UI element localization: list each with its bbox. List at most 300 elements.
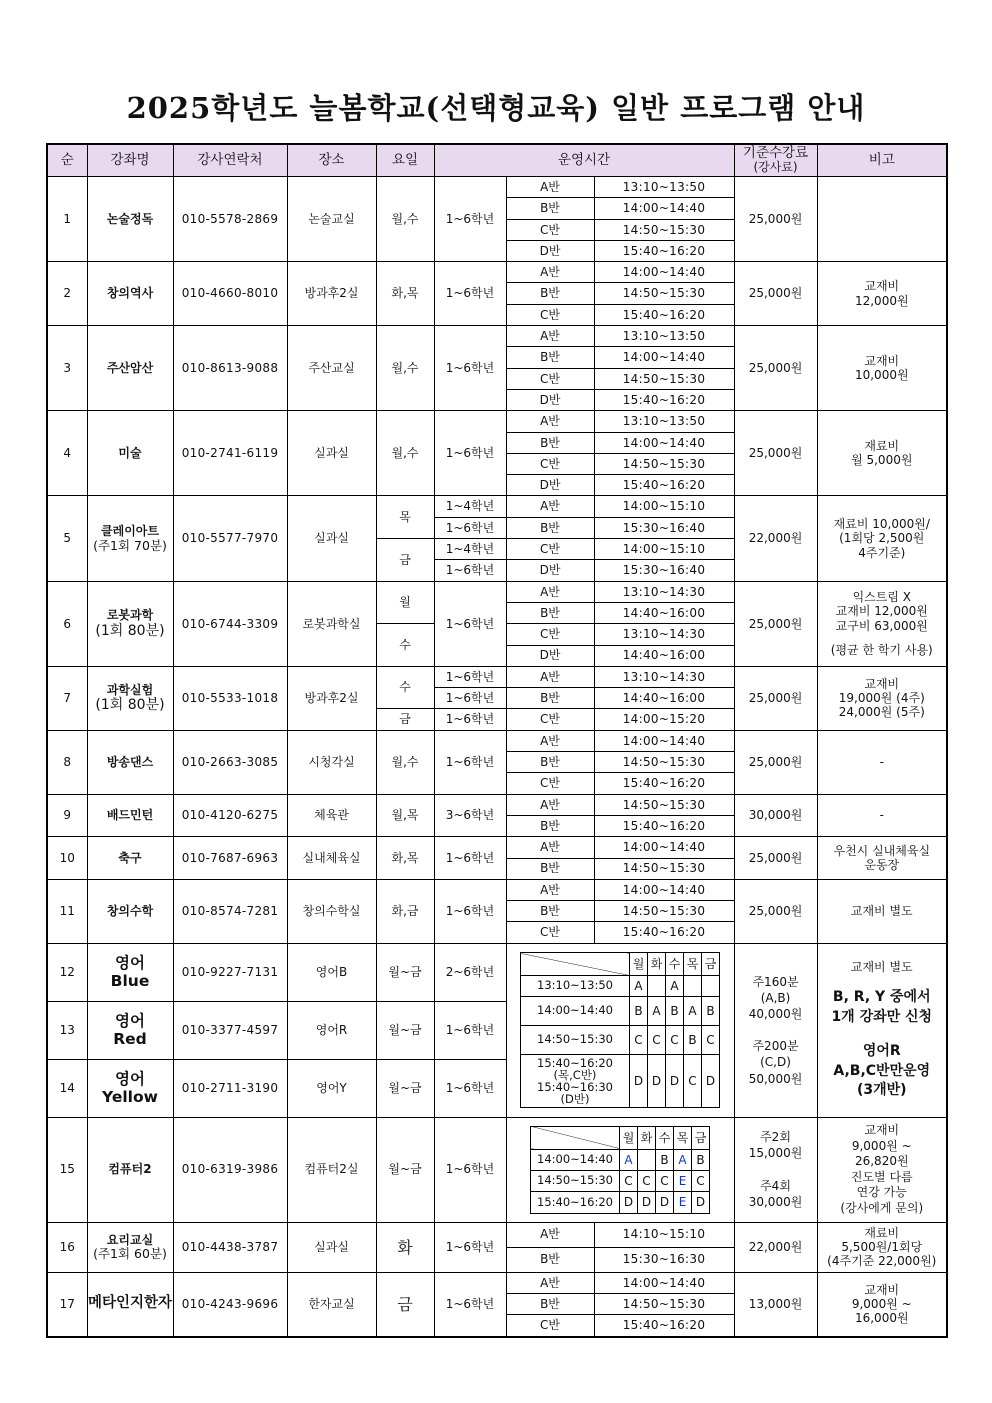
class-label: B반 bbox=[506, 347, 594, 368]
instructor-phone: 010-8613-9088 bbox=[173, 326, 287, 411]
course-note bbox=[817, 1222, 947, 1272]
class-label: A반 bbox=[506, 837, 594, 858]
course-place: 체육관 bbox=[287, 794, 376, 837]
table-row bbox=[47, 581, 947, 602]
course-name: 주산암산 bbox=[87, 326, 173, 411]
header-course: 강좌명 bbox=[87, 144, 173, 177]
header-no: 순 bbox=[47, 144, 87, 177]
course-name-main: 로봇과학 bbox=[106, 608, 154, 623]
course-fee bbox=[734, 943, 817, 1117]
course-day: 화,목 bbox=[376, 262, 434, 326]
class-time: 15:30~16:40 bbox=[594, 517, 734, 538]
class-label: A반 bbox=[506, 666, 594, 687]
course-place: 실내체육실 bbox=[287, 837, 376, 880]
note-line: (4주기준 22,000원) bbox=[827, 1254, 937, 1269]
course-day: 수 bbox=[376, 666, 434, 709]
instructor-phone: 010-2711-3190 bbox=[173, 1059, 287, 1117]
class-time: 15:40~16:20 bbox=[594, 475, 734, 496]
schedule-cell: C bbox=[684, 1055, 702, 1108]
table-row bbox=[47, 1117, 947, 1222]
table-row bbox=[47, 326, 947, 347]
note-line: 10,000원 bbox=[854, 368, 909, 383]
schedule-time: 14:50~15:30 bbox=[531, 1171, 620, 1192]
instructor-phone: 010-8574-7281 bbox=[173, 879, 287, 943]
row-number: 7 bbox=[47, 666, 87, 730]
course-fee: 13,000원 bbox=[734, 1272, 817, 1336]
note-line: 진도별 다름 bbox=[850, 1169, 913, 1184]
schedule-cell: C bbox=[656, 1171, 674, 1192]
class-time: 15:40~16:20 bbox=[594, 389, 734, 410]
note-line: 연강 가능 bbox=[856, 1185, 907, 1200]
course-name-sub: (1회 80분) bbox=[95, 622, 165, 639]
note-line: 교재비 bbox=[864, 1282, 900, 1297]
schedule-cell: C bbox=[620, 1171, 638, 1192]
course-grade: 1~6학년 bbox=[434, 1117, 506, 1222]
class-time: 14:00~14:40 bbox=[594, 879, 734, 900]
course-grade: 1~6학년 bbox=[434, 262, 506, 326]
course-fee bbox=[734, 1117, 817, 1222]
header-note: 비고 bbox=[817, 144, 947, 177]
schedule-time-line: 15:40~16:20 bbox=[537, 1056, 613, 1071]
instructor-phone: 010-3377-4597 bbox=[173, 1001, 287, 1059]
schedule-cell bbox=[684, 976, 702, 997]
note-line: 월 5,000원 bbox=[851, 453, 913, 468]
instructor-phone: 010-2663-3085 bbox=[173, 730, 287, 794]
instructor-phone: 010-6319-3986 bbox=[173, 1117, 287, 1222]
course-day: 금 bbox=[376, 539, 434, 582]
course-place: 실과실 bbox=[287, 411, 376, 496]
fee-line: 주4회 bbox=[760, 1178, 791, 1193]
course-day: 목 bbox=[376, 496, 434, 539]
schedule-corner bbox=[531, 1126, 620, 1149]
course-day: 월~금 bbox=[376, 1117, 434, 1222]
course-note bbox=[817, 581, 947, 666]
row-number: 9 bbox=[47, 794, 87, 837]
table-row bbox=[47, 943, 947, 1001]
schedule-time-line: 15:40~16:30 bbox=[537, 1080, 613, 1095]
note-line: 9,000원 ~ bbox=[851, 1138, 912, 1153]
class-time: 15:40~16:20 bbox=[594, 304, 734, 325]
instructor-phone: 010-4438-3787 bbox=[173, 1222, 287, 1272]
note-line: 교재비 12,000원 bbox=[835, 604, 928, 619]
table-row bbox=[47, 794, 947, 815]
row-number: 12 bbox=[47, 943, 87, 1001]
class-time: 14:50~15:30 bbox=[594, 794, 734, 815]
class-label: B반 bbox=[506, 815, 594, 836]
course-fee: 25,000원 bbox=[734, 837, 817, 880]
class-label: B반 bbox=[506, 283, 594, 304]
course-fee: 30,000원 bbox=[734, 794, 817, 837]
class-time: 14:00~14:40 bbox=[594, 347, 734, 368]
class-label: C반 bbox=[506, 1315, 594, 1337]
computer-schedule-cell bbox=[506, 1117, 734, 1222]
schedule-time: 14:00~14:40 bbox=[531, 1149, 620, 1170]
class-label: C반 bbox=[506, 368, 594, 389]
class-label: B반 bbox=[506, 602, 594, 623]
schedule-cell bbox=[648, 976, 666, 997]
schedule-cell: C bbox=[702, 1026, 720, 1055]
schedule-cell: B bbox=[684, 1026, 702, 1055]
schedule-cell: D bbox=[630, 1055, 648, 1108]
course-name-sub: (주1회 60분) bbox=[93, 1245, 167, 1261]
instructor-phone: 010-4120-6275 bbox=[173, 794, 287, 837]
course-name: 미술 bbox=[87, 411, 173, 496]
class-label: C반 bbox=[506, 922, 594, 943]
schedule-cell: B bbox=[656, 1149, 674, 1170]
class-time: 13:10~13:50 bbox=[594, 411, 734, 432]
table-row bbox=[47, 411, 947, 432]
class-time: 14:00~14:40 bbox=[594, 837, 734, 858]
computer-schedule bbox=[530, 1126, 710, 1214]
class-label: C반 bbox=[506, 453, 594, 474]
course-place: 논술교실 bbox=[287, 177, 376, 262]
schedule-cell: A bbox=[674, 1149, 692, 1170]
schedule-cell: A bbox=[684, 997, 702, 1026]
header-fee bbox=[734, 144, 817, 177]
schedule-day: 수 bbox=[666, 953, 684, 976]
header-row bbox=[47, 144, 947, 177]
class-label: A반 bbox=[506, 879, 594, 900]
course-day: 금 bbox=[376, 709, 434, 730]
instructor-phone: 010-9227-7131 bbox=[173, 943, 287, 1001]
course-name-sub: (1회 80분) bbox=[95, 697, 165, 714]
course-day: 화,목 bbox=[376, 837, 434, 880]
class-label: A반 bbox=[506, 794, 594, 815]
course-grade: 1~6학년 bbox=[434, 879, 506, 943]
course-name-main: 영어 bbox=[115, 953, 145, 972]
schedule-cell: E bbox=[674, 1171, 692, 1192]
course-name-main: 영어 bbox=[115, 1069, 145, 1088]
course-grade: 1~6학년 bbox=[434, 326, 506, 411]
schedule-cell: C bbox=[666, 1026, 684, 1055]
schedule-cell: D bbox=[656, 1192, 674, 1213]
course-day: 월,목 bbox=[376, 794, 434, 837]
schedule-time: 13:10~13:50 bbox=[521, 976, 630, 997]
fee-line: (C,D) bbox=[760, 1055, 791, 1070]
fee-line: 주2회 bbox=[760, 1130, 791, 1145]
course-fee: 25,000원 bbox=[734, 666, 817, 730]
table-row bbox=[47, 262, 947, 283]
course-name-sub: Red bbox=[113, 1030, 147, 1049]
course-day: 월~금 bbox=[376, 1001, 434, 1059]
table-row bbox=[47, 496, 947, 517]
class-time: 13:10~14:30 bbox=[594, 624, 734, 645]
course-grade: 1~4학년 bbox=[434, 539, 506, 560]
schedule-cell: B bbox=[692, 1149, 710, 1170]
schedule-day: 화 bbox=[638, 1126, 656, 1149]
course-name-sub: (주1회 70분) bbox=[93, 538, 167, 554]
schedule-cell: C bbox=[648, 1026, 666, 1055]
class-label: D반 bbox=[506, 475, 594, 496]
table-row bbox=[47, 177, 947, 198]
course-place: 방과후2실 bbox=[287, 262, 376, 326]
course-place: 방과후2실 bbox=[287, 666, 376, 730]
course-place: 주산교실 bbox=[287, 326, 376, 411]
header-fee-line2: (강사료) bbox=[753, 159, 798, 174]
course-name: 창의수학 bbox=[87, 879, 173, 943]
class-time: 14:00~15:10 bbox=[594, 539, 734, 560]
row-number: 17 bbox=[47, 1272, 87, 1336]
note-line: (1회당 2,500원 bbox=[839, 531, 925, 546]
note-line: 교재비 bbox=[864, 279, 900, 294]
row-number: 8 bbox=[47, 730, 87, 794]
course-fee: 25,000원 bbox=[734, 411, 817, 496]
course-place: 실과실 bbox=[287, 496, 376, 581]
course-name: 방송댄스 bbox=[87, 730, 173, 794]
schedule-cell: D bbox=[666, 1055, 684, 1108]
class-label: C반 bbox=[506, 304, 594, 325]
class-time: 14:00~14:40 bbox=[594, 730, 734, 751]
page-title: 2025학년도 늘봄학교(선택형교육) 일반 프로그램 안내 bbox=[126, 91, 866, 125]
class-time: 14:50~15:30 bbox=[594, 858, 734, 879]
course-grade: 1~6학년 bbox=[434, 581, 506, 666]
course-grade: 1~6학년 bbox=[434, 1001, 506, 1059]
class-time: 15:40~16:20 bbox=[594, 922, 734, 943]
note-line: 교재비 bbox=[864, 353, 900, 368]
course-fee: 25,000원 bbox=[734, 879, 817, 943]
course-grade: 1~6학년 bbox=[434, 560, 506, 581]
class-time: 14:00~14:40 bbox=[594, 432, 734, 453]
table-row bbox=[47, 730, 947, 751]
course-name bbox=[87, 666, 173, 730]
note-line: 교재비 bbox=[864, 1122, 900, 1137]
course-name: 메타인지한자 bbox=[87, 1272, 173, 1336]
class-time: 15:40~16:20 bbox=[594, 773, 734, 794]
course-note bbox=[817, 1117, 947, 1222]
class-label: C반 bbox=[506, 539, 594, 560]
row-number: 4 bbox=[47, 411, 87, 496]
instructor-phone: 010-7687-6963 bbox=[173, 837, 287, 880]
schedule-cell: D bbox=[638, 1192, 656, 1213]
note-line: (평균 한 학기 사용) bbox=[830, 643, 933, 658]
header-time: 운영시간 bbox=[434, 144, 734, 177]
header-day: 요일 bbox=[376, 144, 434, 177]
class-label: C반 bbox=[506, 219, 594, 240]
course-day: 월,수 bbox=[376, 411, 434, 496]
instructor-phone: 010-5577-7970 bbox=[173, 496, 287, 581]
table-row bbox=[47, 1222, 947, 1247]
row-number: 6 bbox=[47, 581, 87, 666]
class-label: A반 bbox=[506, 177, 594, 198]
course-note: - bbox=[817, 730, 947, 794]
fee-line: 30,000원 bbox=[748, 1194, 803, 1209]
schedule-cell: A bbox=[648, 997, 666, 1026]
class-time: 14:50~15:30 bbox=[594, 219, 734, 240]
class-label: B반 bbox=[506, 432, 594, 453]
row-number: 5 bbox=[47, 496, 87, 581]
program-table bbox=[46, 143, 948, 1338]
schedule-cell: B bbox=[630, 997, 648, 1026]
course-day: 월~금 bbox=[376, 943, 434, 1001]
course-place: 컴퓨터2실 bbox=[287, 1117, 376, 1222]
course-day: 월,수 bbox=[376, 326, 434, 411]
course-note bbox=[817, 837, 947, 880]
course-fee: 25,000원 bbox=[734, 730, 817, 794]
schedule-day: 목 bbox=[684, 953, 702, 976]
class-label: B반 bbox=[506, 1247, 594, 1272]
class-label: B반 bbox=[506, 198, 594, 219]
class-time: 14:00~15:20 bbox=[594, 709, 734, 730]
schedule-cell: D bbox=[692, 1192, 710, 1213]
course-grade: 1~6학년 bbox=[434, 1222, 506, 1272]
class-label: A반 bbox=[506, 326, 594, 347]
course-grade: 1~6학년 bbox=[434, 709, 506, 730]
note-line: 4주기준) bbox=[858, 545, 906, 560]
note-line: 재료비 bbox=[864, 438, 900, 453]
class-label: A반 bbox=[506, 411, 594, 432]
class-label: A반 bbox=[506, 1222, 594, 1247]
class-time: 13:10~13:50 bbox=[594, 326, 734, 347]
note-line: 우천시 실내체육실 bbox=[833, 843, 931, 858]
note-line: (강사에게 문의) bbox=[840, 1200, 924, 1215]
note-line: A,B,C반만운영 bbox=[833, 1062, 931, 1079]
class-time: 13:10~14:30 bbox=[594, 581, 734, 602]
class-label: B반 bbox=[506, 858, 594, 879]
note-line: 26,820원 bbox=[854, 1154, 909, 1169]
class-time: 14:40~16:00 bbox=[594, 645, 734, 666]
class-time: 14:00~14:40 bbox=[594, 198, 734, 219]
course-name-sub: Blue bbox=[110, 972, 150, 991]
course-grade: 1~6학년 bbox=[434, 517, 506, 538]
course-name bbox=[87, 496, 173, 581]
fee-line: 주200분 bbox=[752, 1039, 799, 1054]
class-time: 14:00~14:40 bbox=[594, 1272, 734, 1293]
note-line: 교재비 bbox=[864, 676, 900, 691]
fee-line: (A,B) bbox=[760, 990, 791, 1005]
note-line: 교재비 별도 bbox=[850, 959, 913, 974]
header-phone: 강사연락처 bbox=[173, 144, 287, 177]
fee-line: 40,000원 bbox=[748, 1006, 803, 1021]
course-note bbox=[817, 411, 947, 496]
course-place: 영어B bbox=[287, 943, 376, 1001]
class-time: 14:50~15:30 bbox=[594, 283, 734, 304]
note-line: 19,000원 (4주) bbox=[838, 691, 925, 706]
course-grade: 1~6학년 bbox=[434, 837, 506, 880]
course-grade: 1~6학년 bbox=[434, 730, 506, 794]
schedule-time: 14:50~15:30 bbox=[521, 1026, 630, 1055]
course-note bbox=[817, 326, 947, 411]
note-line: 1개 강좌만 신청 bbox=[831, 1008, 933, 1025]
course-note bbox=[817, 1272, 947, 1336]
class-label: B반 bbox=[506, 1293, 594, 1314]
course-fee: 22,000원 bbox=[734, 496, 817, 581]
course-day: 금 bbox=[376, 1272, 434, 1336]
schedule-day: 월 bbox=[620, 1126, 638, 1149]
course-day: 월,수 bbox=[376, 730, 434, 794]
course-grade: 2~6학년 bbox=[434, 943, 506, 1001]
schedule-time bbox=[521, 1055, 630, 1108]
class-time: 14:50~15:30 bbox=[594, 453, 734, 474]
class-label: D반 bbox=[506, 240, 594, 261]
class-time: 14:00~14:40 bbox=[594, 262, 734, 283]
course-note bbox=[817, 262, 947, 326]
class-label: B반 bbox=[506, 752, 594, 773]
note-line: 5,500원/1회당 bbox=[841, 1239, 923, 1254]
schedule-cell: B bbox=[666, 997, 684, 1026]
instructor-phone: 010-5578-2869 bbox=[173, 177, 287, 262]
class-label: A반 bbox=[506, 581, 594, 602]
class-label: A반 bbox=[506, 1272, 594, 1293]
class-label: A반 bbox=[506, 496, 594, 517]
course-name-main: 클레이아트 bbox=[101, 523, 159, 538]
class-time: 14:10~15:10 bbox=[594, 1222, 734, 1247]
course-note bbox=[817, 177, 947, 262]
course-day: 수 bbox=[376, 624, 434, 667]
row-number: 2 bbox=[47, 262, 87, 326]
class-time: 14:50~15:30 bbox=[594, 901, 734, 922]
note-line: 익스트림 X bbox=[852, 589, 911, 604]
course-name bbox=[87, 1222, 173, 1272]
course-name bbox=[87, 943, 173, 1001]
note-line: 재료비 bbox=[864, 1225, 900, 1240]
schedule-cell: B bbox=[702, 997, 720, 1026]
course-fee: 25,000원 bbox=[734, 581, 817, 666]
course-note bbox=[817, 666, 947, 730]
table-row bbox=[47, 666, 947, 687]
fee-line: 주160분 bbox=[752, 974, 799, 989]
class-time: 14:50~15:30 bbox=[594, 1293, 734, 1314]
note-line: 재료비 10,000원/ bbox=[833, 516, 930, 531]
header-place: 장소 bbox=[287, 144, 376, 177]
schedule-cell bbox=[638, 1149, 656, 1170]
class-label: A반 bbox=[506, 262, 594, 283]
course-fee: 25,000원 bbox=[734, 262, 817, 326]
schedule-cell: C bbox=[638, 1171, 656, 1192]
fee-line: 15,000원 bbox=[748, 1146, 803, 1161]
note-line: 24,000원 (5주) bbox=[838, 705, 925, 720]
row-number: 3 bbox=[47, 326, 87, 411]
schedule-time: 14:00~14:40 bbox=[521, 997, 630, 1026]
course-day: 화 bbox=[376, 1222, 434, 1272]
course-grade: 1~4학년 bbox=[434, 496, 506, 517]
course-grade: 1~6학년 bbox=[434, 666, 506, 687]
instructor-phone: 010-4660-8010 bbox=[173, 262, 287, 326]
course-note bbox=[817, 496, 947, 581]
instructor-phone: 010-2741-6119 bbox=[173, 411, 287, 496]
instructor-phone: 010-6744-3309 bbox=[173, 581, 287, 666]
course-place: 창의수학실 bbox=[287, 879, 376, 943]
class-time: 15:40~16:20 bbox=[594, 240, 734, 261]
note-line: 운동장 bbox=[864, 858, 900, 872]
class-time: 15:30~16:40 bbox=[594, 560, 734, 581]
course-place: 실과실 bbox=[287, 1222, 376, 1272]
schedule-time: 15:40~16:20 bbox=[531, 1192, 620, 1213]
course-name: 논술정독 bbox=[87, 177, 173, 262]
course-name: 축구 bbox=[87, 837, 173, 880]
note-line: 영어R bbox=[862, 1042, 901, 1059]
class-time: 15:40~16:20 bbox=[594, 815, 734, 836]
table-row bbox=[47, 1272, 947, 1293]
course-place: 영어R bbox=[287, 1001, 376, 1059]
row-number: 10 bbox=[47, 837, 87, 880]
course-name-main: 요리교실 bbox=[106, 1232, 154, 1247]
note-line: 16,000원 bbox=[854, 1311, 909, 1326]
fee-line: 50,000원 bbox=[748, 1071, 803, 1086]
class-label: D반 bbox=[506, 560, 594, 581]
course-name-main: 과학실험 bbox=[106, 682, 154, 697]
class-time: 13:10~14:30 bbox=[594, 666, 734, 687]
note-line: B, R, Y 중에서 bbox=[832, 989, 931, 1006]
class-label: C반 bbox=[506, 624, 594, 645]
class-label: A반 bbox=[506, 730, 594, 751]
schedule-cell: D bbox=[648, 1055, 666, 1108]
course-place: 영어Y bbox=[287, 1059, 376, 1117]
schedule-cell: C bbox=[692, 1171, 710, 1192]
course-note bbox=[817, 943, 947, 1117]
course-place: 한자교실 bbox=[287, 1272, 376, 1336]
course-day: 월,수 bbox=[376, 177, 434, 262]
note-line: 12,000원 bbox=[854, 293, 909, 308]
